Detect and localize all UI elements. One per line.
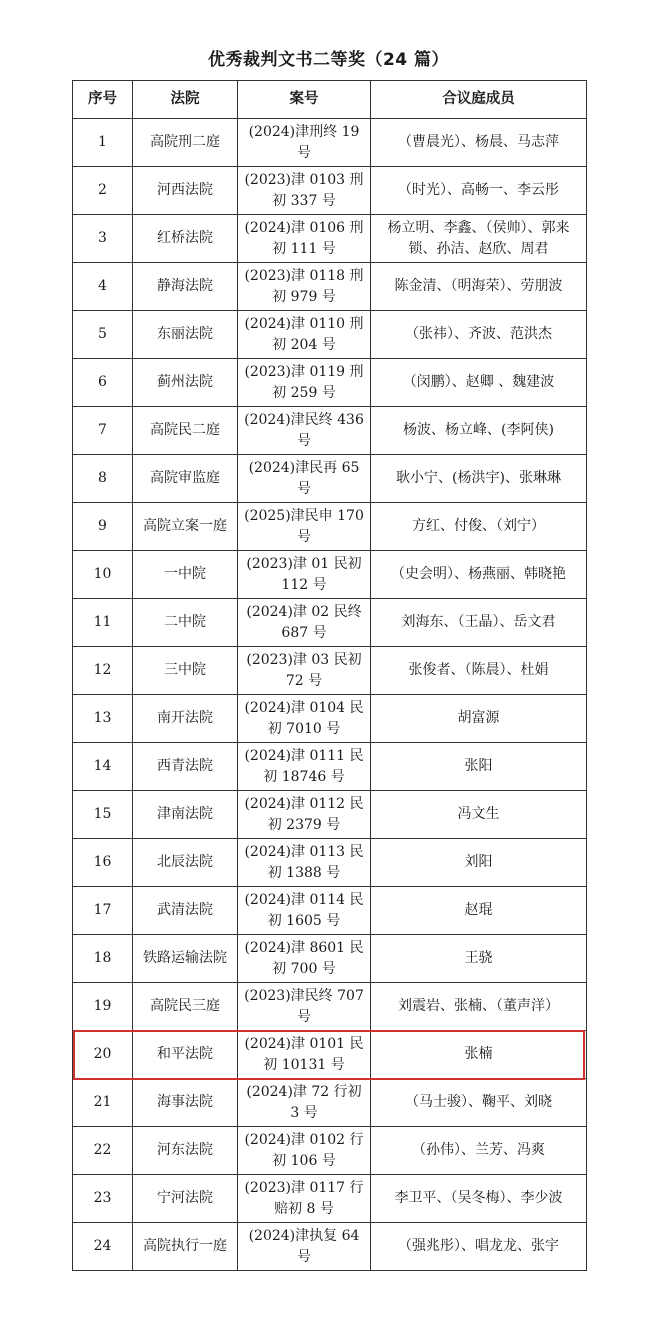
cell-seq: 17 [73,887,133,935]
cell-seq: 16 [73,839,133,887]
cell-panel-members: （闵鹏）、赵卿 、魏建波 [371,359,587,407]
cell-case-number: (2023)津 0117 行赔初 8 号 [238,1175,371,1223]
cell-seq: 7 [73,407,133,455]
table-row [73,311,587,359]
table-row [73,743,587,791]
cell-court: 高院民二庭 [133,407,238,455]
cell-court: 北辰法院 [133,839,238,887]
cell-case-number: (2024)津 0112 民初 2379 号 [238,791,371,839]
cell-seq: 20 [73,1031,133,1079]
cell-panel-members: 张俊者、（陈晨）、杜娟 [371,647,587,695]
cell-seq: 13 [73,695,133,743]
cell-court: 铁路运输法院 [133,935,238,983]
cell-case-number: (2024)津刑终 19 号 [238,119,371,167]
cell-panel-members: 陈金清、（明海荣）、劳朋波 [371,263,587,311]
cell-panel-members: （强兆彤）、唱龙龙、张宇 [371,1223,587,1271]
table-row [73,695,587,743]
document-title: 优秀裁判文书二等奖（24 篇） [207,50,450,70]
cell-panel-members: 耿小宁、(杨洪宇)、张琳琳 [371,455,587,503]
cell-case-number: (2024)津 0101 民初 10131 号 [238,1031,371,1079]
cell-seq: 8 [73,455,133,503]
cell-panel-members: 胡富源 [371,695,587,743]
cell-case-number: (2024)津民再 65 号 [238,455,371,503]
cell-seq: 6 [73,359,133,407]
table-row [73,1031,587,1079]
cell-panel-members: 李卫平、（吴冬梅）、李少波 [371,1175,587,1223]
table-row [73,791,587,839]
cell-case-number: (2024)津 0104 民初 7010 号 [238,695,371,743]
cell-case-number: (2024)津 0102 行初 106 号 [238,1127,371,1175]
cell-court: 二中院 [133,599,238,647]
cell-seq: 1 [73,119,133,167]
cell-case-number: (2023)津民终 707 号 [238,983,371,1031]
cell-court: 高院执行一庭 [133,1223,238,1271]
cell-case-number: (2024)津执复 64 号 [238,1223,371,1271]
cell-panel-members: 张阳 [371,743,587,791]
cell-court: 一中院 [133,551,238,599]
cell-case-number: (2023)津 0118 刑初 979 号 [238,263,371,311]
cell-court: 静海法院 [133,263,238,311]
cell-seq: 23 [73,1175,133,1223]
table-row [73,215,587,263]
cell-court: 宁河法院 [133,1175,238,1223]
header-panel-members: 合议庭成员 [371,81,587,119]
cell-case-number: (2024)津 0111 民初 18746 号 [238,743,371,791]
cell-panel-members: 方红、付俊、（刘宁） [371,503,587,551]
cell-case-number: (2024)津 8601 民初 700 号 [238,935,371,983]
cell-seq: 2 [73,167,133,215]
cell-panel-members: 张楠 [371,1031,587,1079]
cell-court: 高院立案一庭 [133,503,238,551]
cell-seq: 21 [73,1079,133,1127]
cell-seq: 4 [73,263,133,311]
table-row [73,551,587,599]
cell-case-number: (2024)津 0114 民初 1605 号 [238,887,371,935]
cell-court: 南开法院 [133,695,238,743]
cell-court: 武清法院 [133,887,238,935]
header-court: 法院 [133,81,238,119]
cell-panel-members: （孙伟）、兰芳、冯爽 [371,1127,587,1175]
table-row [73,887,587,935]
table-row [73,1079,587,1127]
cell-panel-members: （史会明）、杨燕丽、韩晓艳 [371,551,587,599]
cell-seq: 18 [73,935,133,983]
cell-panel-members: 王骁 [371,935,587,983]
cell-panel-members: 杨立明、李鑫、（侯帅）、郭来锁、孙洁、赵欣、周君 [371,215,587,263]
table-row [73,647,587,695]
header-seq: 序号 [73,81,133,119]
table-row [73,1223,587,1271]
cell-panel-members: 杨波、杨立峰、(李阿侠) [371,407,587,455]
cell-panel-members: （时光）、高畅一、李云彤 [371,167,587,215]
cell-panel-members: 刘阳 [371,839,587,887]
table-row [73,407,587,455]
cell-seq: 22 [73,1127,133,1175]
cell-case-number: (2023)津 0119 刑初 259 号 [238,359,371,407]
cell-panel-members: （张祎）、齐波、范洪杰 [371,311,587,359]
header-case-number: 案号 [238,81,371,119]
table-row [73,983,587,1031]
cell-case-number: (2024)津 0113 民初 1388 号 [238,839,371,887]
cell-case-number: (2024)津 0106 刑初 111 号 [238,215,371,263]
cell-panel-members: （曹晨光）、杨晨、马志萍 [371,119,587,167]
cell-panel-members: 赵琨 [371,887,587,935]
cell-case-number: (2023)津 0103 刑初 337 号 [238,167,371,215]
table-row [73,839,587,887]
cell-seq: 9 [73,503,133,551]
table-row [73,263,587,311]
cell-seq: 10 [73,551,133,599]
cell-court: 高院审监庭 [133,455,238,503]
cell-case-number: (2024)津 0110 刑初 204 号 [238,311,371,359]
cell-court: 蓟州法院 [133,359,238,407]
cell-seq: 11 [73,599,133,647]
cell-seq: 24 [73,1223,133,1271]
cell-seq: 5 [73,311,133,359]
table-row [73,455,587,503]
cell-panel-members: （马士骏）、鞠平、刘晓 [371,1079,587,1127]
cell-seq: 14 [73,743,133,791]
cell-seq: 12 [73,647,133,695]
cell-court: 红桥法院 [133,215,238,263]
cell-seq: 3 [73,215,133,263]
table-row [73,599,587,647]
cell-court: 海事法院 [133,1079,238,1127]
cell-court: 河东法院 [133,1127,238,1175]
cell-court: 三中院 [133,647,238,695]
cell-case-number: (2024)津民终 436 号 [238,407,371,455]
table-row [73,167,587,215]
table-row [73,1127,587,1175]
cell-case-number: (2023)津 01 民初 112 号 [238,551,371,599]
cell-case-number: (2024)津 72 行初 3 号 [238,1079,371,1127]
table-body [73,119,587,1271]
header-row [73,81,587,119]
cell-panel-members: 刘海东、（王晶）、岳文君 [371,599,587,647]
cell-panel-members: 刘震岩、张楠、（董声洋） [371,983,587,1031]
cell-seq: 19 [73,983,133,1031]
table-row [73,935,587,983]
cell-court: 河西法院 [133,167,238,215]
table-row [73,1175,587,1223]
cell-court: 和平法院 [133,1031,238,1079]
cell-case-number: (2025)津民申 170 号 [238,503,371,551]
table-row [73,359,587,407]
table-row [73,503,587,551]
cell-case-number: (2024)津 02 民终 687 号 [238,599,371,647]
cell-court: 津南法院 [133,791,238,839]
awards-table [72,80,587,1271]
table-header [73,81,587,119]
cell-panel-members: 冯文生 [371,791,587,839]
cell-court: 高院刑二庭 [133,119,238,167]
table-row [73,119,587,167]
cell-seq: 15 [73,791,133,839]
cell-court: 高院民三庭 [133,983,238,1031]
cell-court: 东丽法院 [133,311,238,359]
cell-case-number: (2023)津 03 民初 72 号 [238,647,371,695]
cell-court: 西青法院 [133,743,238,791]
